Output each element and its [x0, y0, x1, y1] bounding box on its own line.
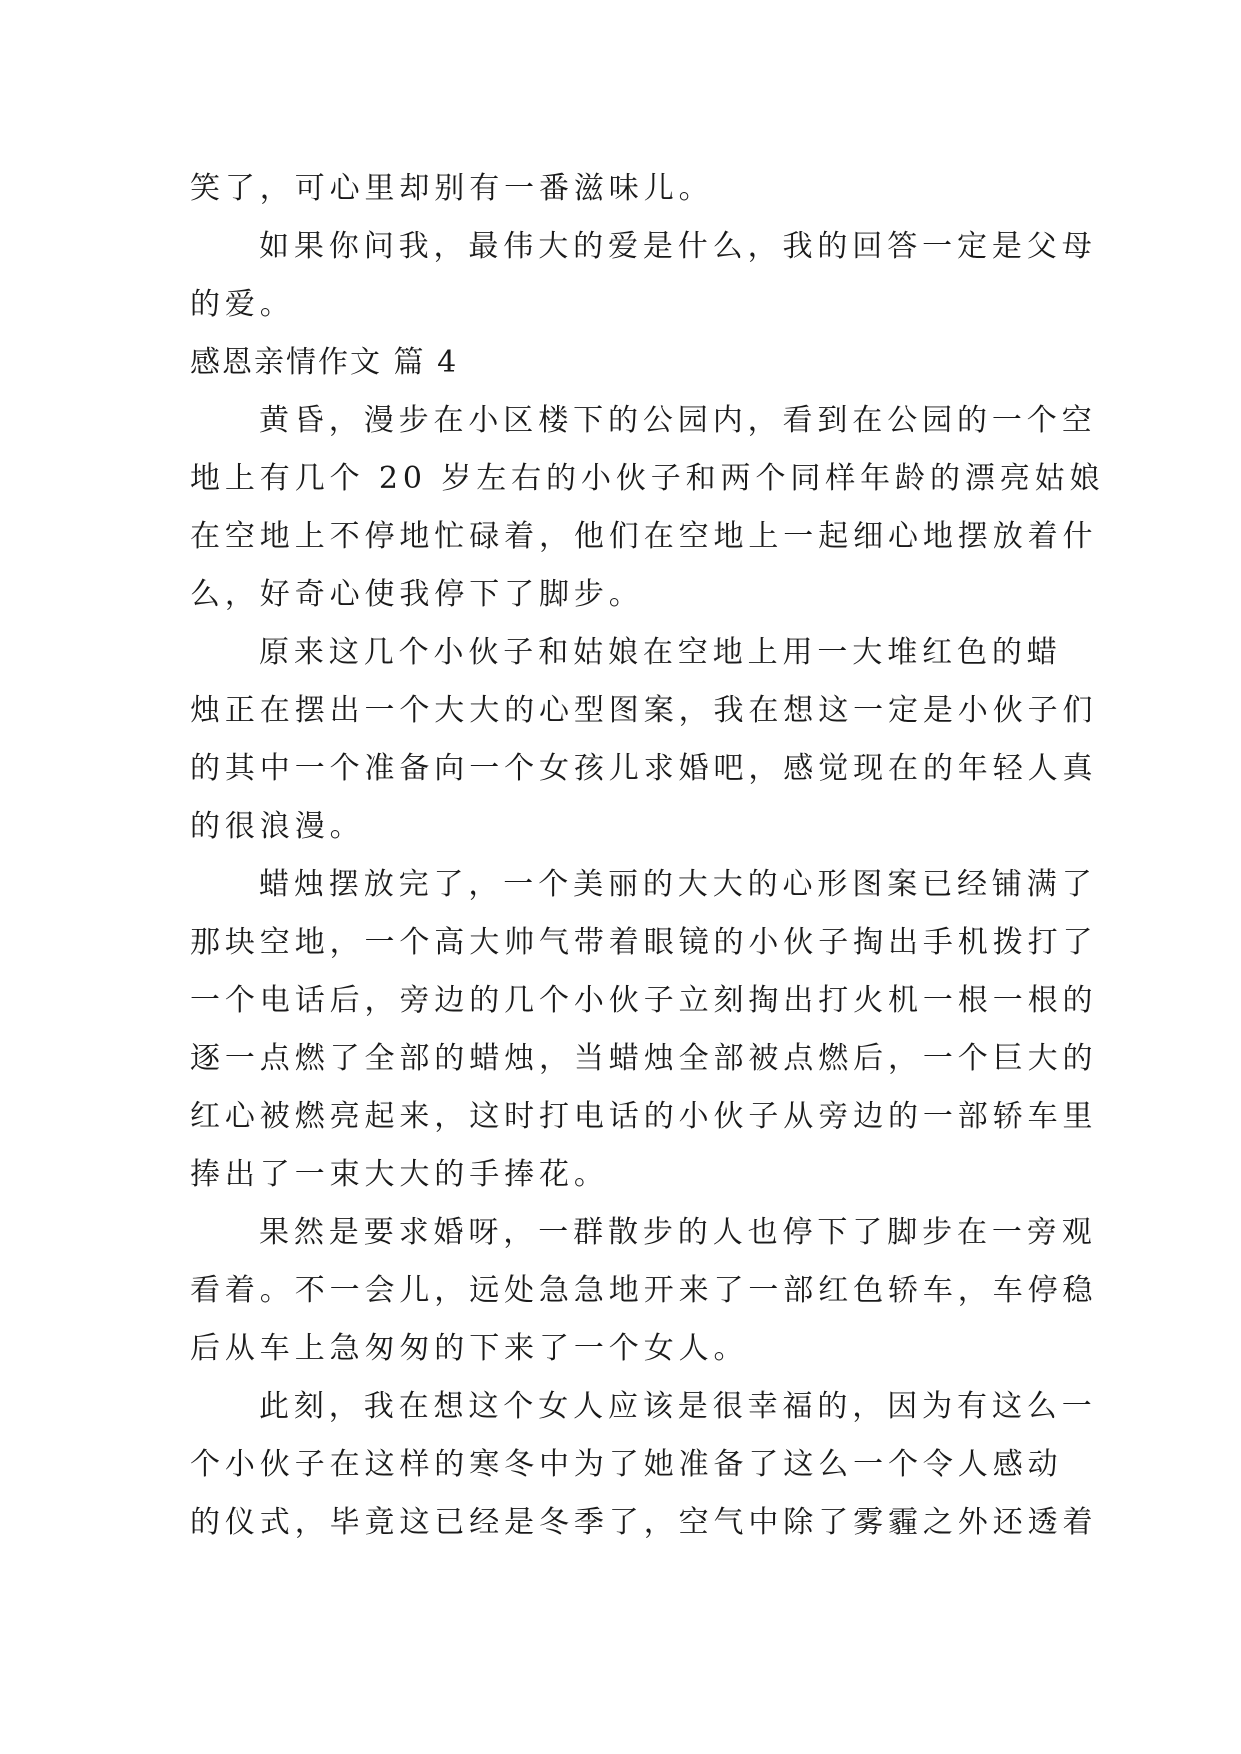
text-line: 的爱。: [190, 287, 295, 322]
section-heading: 感恩亲情作文 篇 4: [190, 345, 459, 380]
paragraph-start-line: 原来这几个小伙子和姑娘在空地上用一大堆红色的蜡: [259, 635, 1062, 670]
text-line: 的其中一个准备向一个女孩儿求婚吧，感觉现在的年轻人真: [190, 751, 1098, 786]
text-line: 的仪式，毕竟这已经是冬季了，空气中除了雾霾之外还透着: [190, 1505, 1098, 1540]
text-line: 一个电话后，旁边的几个小伙子立刻掏出打火机一根一根的: [190, 983, 1098, 1018]
text-line: 红心被燃亮起来，这时打电话的小伙子从旁边的一部轿车里: [190, 1099, 1098, 1134]
text-line: 那块空地，一个高大帅气带着眼镜的小伙子掏出手机拨打了: [190, 925, 1098, 960]
text-line: 地上有几个 20 岁左右的小伙子和两个同样年龄的漂亮姑娘: [190, 461, 1105, 496]
text-line: 逐一点燃了全部的蜡烛，当蜡烛全部被点燃后，一个巨大的: [190, 1041, 1098, 1076]
text-line: 个小伙子在这样的寒冬中为了她准备了这么一个令人感动: [190, 1447, 1063, 1482]
text-line: 笑了，可心里却别有一番滋味儿。: [190, 171, 714, 206]
paragraph-start-line: 如果你问我，最伟大的爱是什么，我的回答一定是父母: [259, 229, 1097, 264]
text-line: 捧出了一束大大的手捧花。: [190, 1157, 609, 1192]
paragraph-start-line: 蜡烛摆放完了，一个美丽的大大的心形图案已经铺满了: [259, 867, 1097, 902]
paragraph-start-line: 黄昏，漫步在小区楼下的公园内，看到在公园的一个空: [259, 403, 1097, 438]
text-line: 烛正在摆出一个大大的心型图案，我在想这一定是小伙子们: [190, 693, 1098, 728]
text-line: 在空地上不停地忙碌着，他们在空地上一起细心地摆放着什: [190, 519, 1098, 554]
paragraph-start-line: 此刻，我在想这个女人应该是很幸福的，因为有这么一: [259, 1389, 1097, 1424]
text-line: 的很浪漫。: [190, 809, 365, 844]
text-line: 看着。不一会儿，远处急急地开来了一部红色轿车，车停稳: [190, 1273, 1098, 1308]
paragraph-start-line: 果然是要求婚呀，一群散步的人也停下了脚步在一旁观: [259, 1215, 1097, 1250]
text-line: 后从车上急匆匆的下来了一个女人。: [190, 1331, 749, 1366]
document-body: [190, 160, 1105, 1552]
text-line: 么，好奇心使我停下了脚步。: [190, 577, 644, 612]
